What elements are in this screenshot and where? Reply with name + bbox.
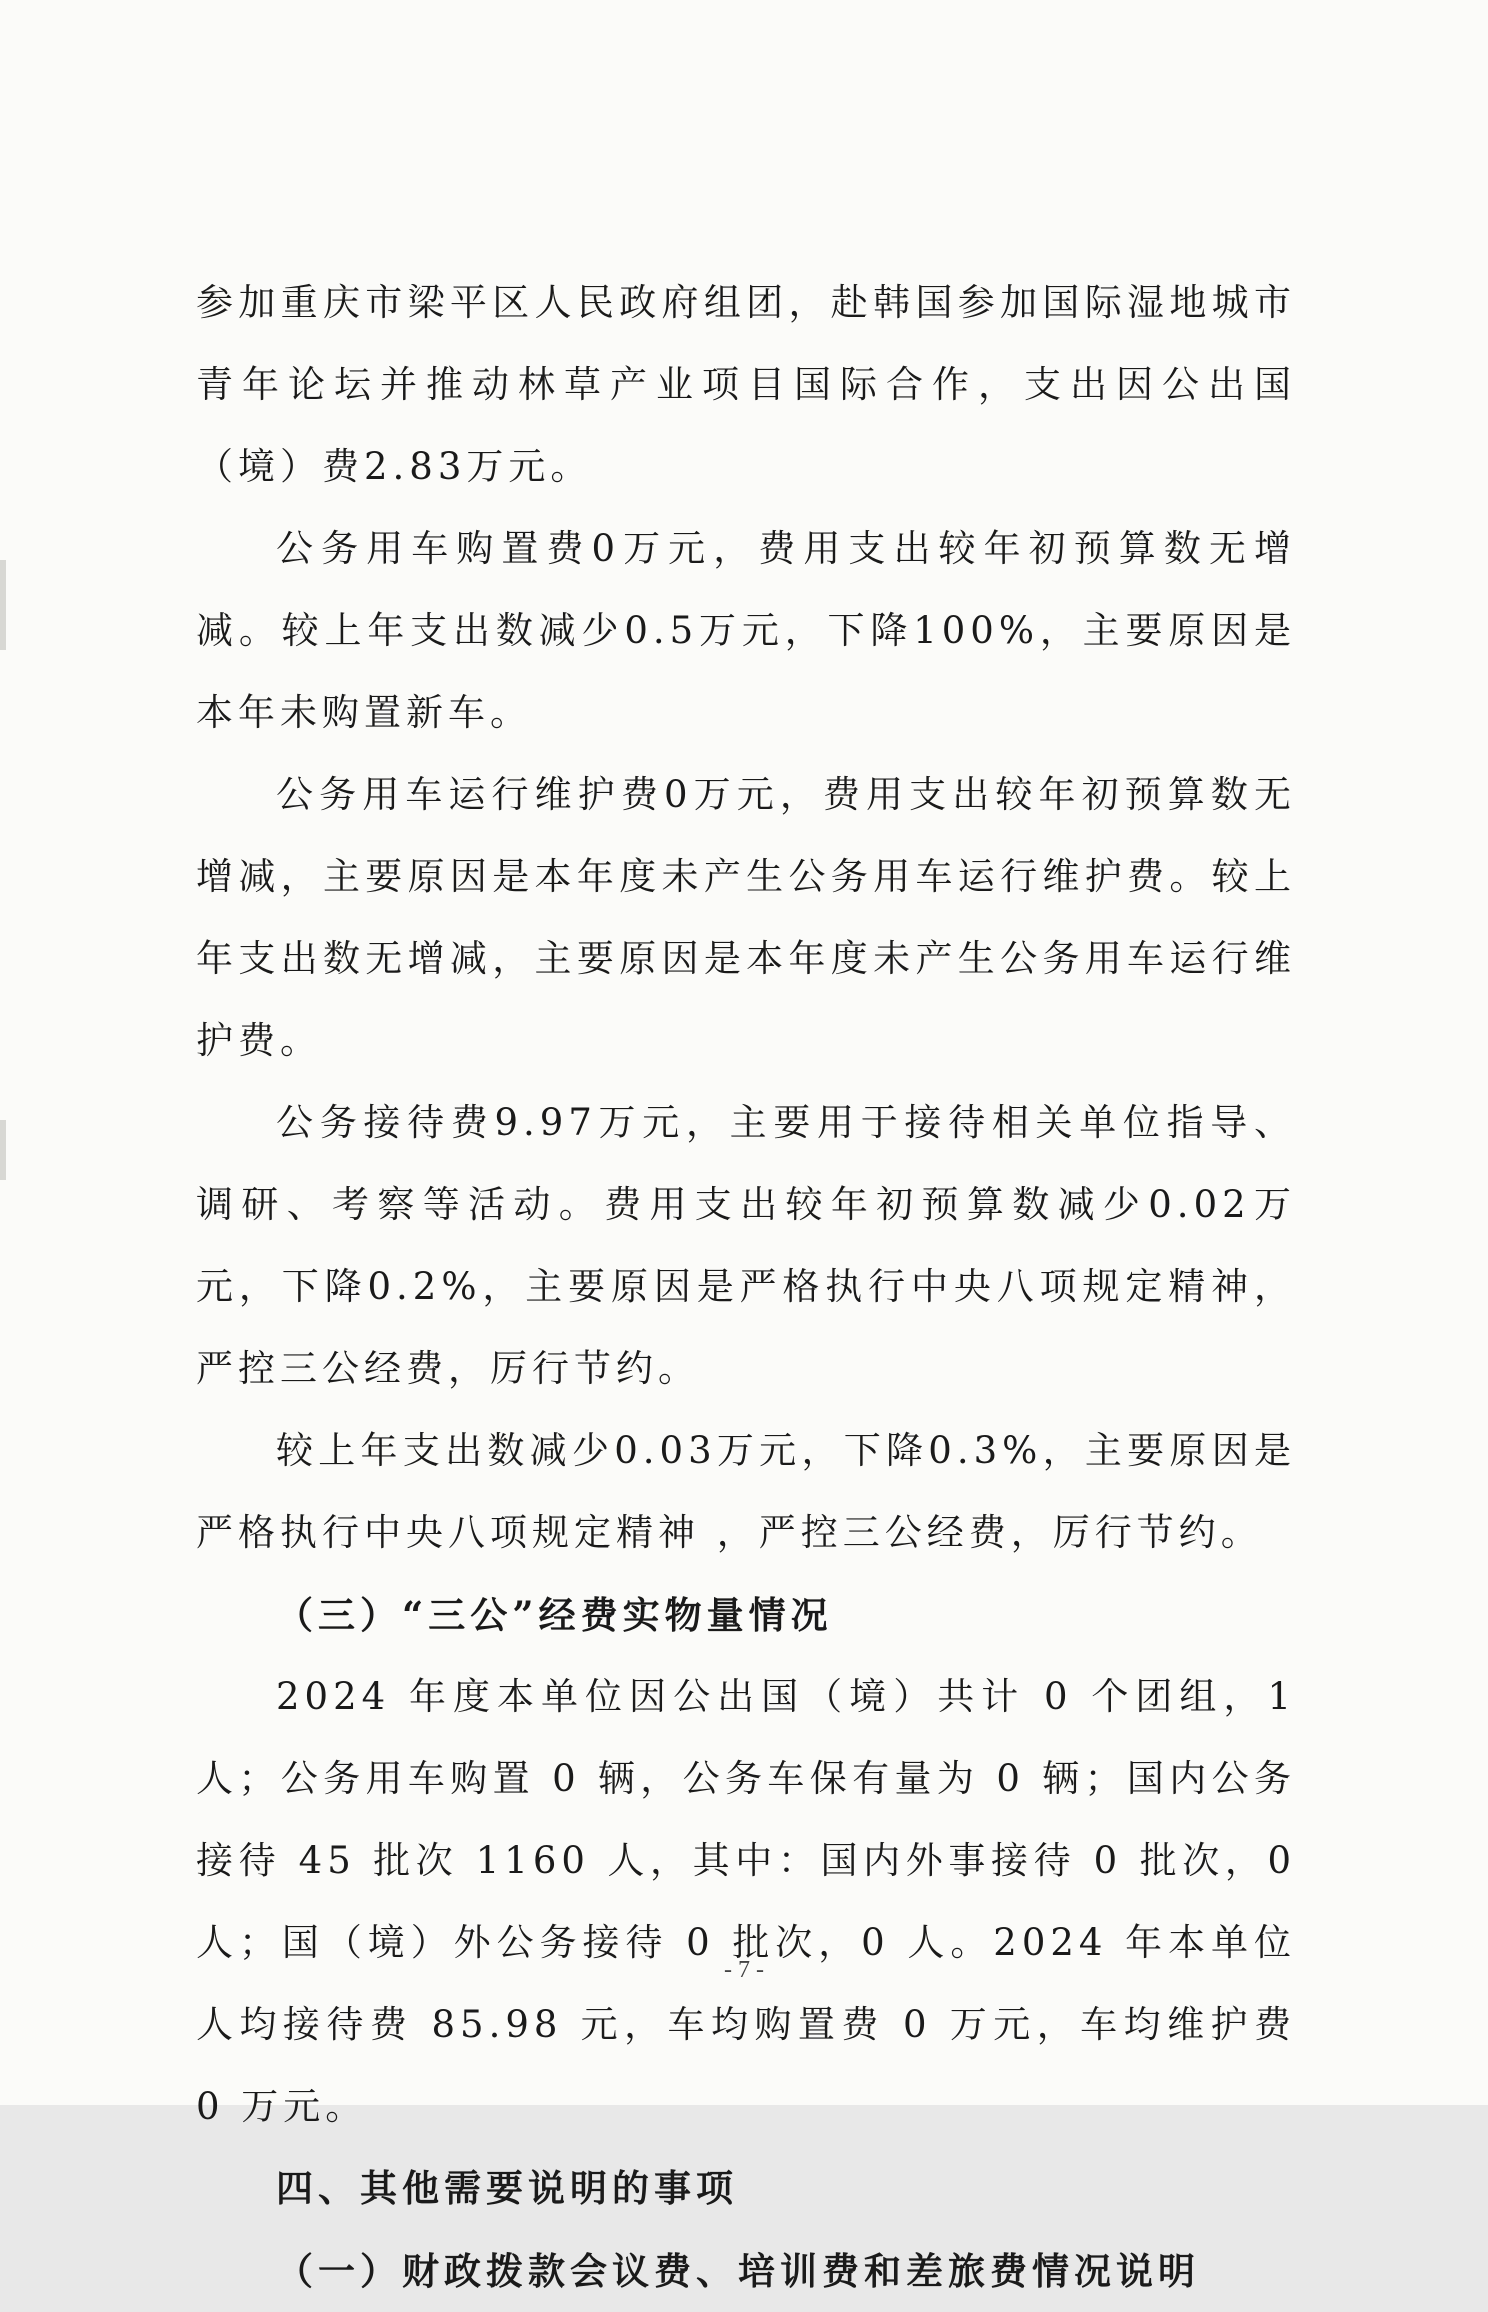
- subheading-physical-quantity: （三）“三公”经费实物量情况: [276, 1593, 833, 1637]
- paragraph-reception-comparison: 较上年支出数减少0.03万元，下降0.3%，主要原因是严格执行中央八项规定精神 ，严控三公经费，厉行节约。: [196, 1429, 1296, 1554]
- scan-edge-mark: [0, 560, 6, 650]
- paragraph-reception-fee: 公务接待费9.97万元，主要用于接待相关单位指导、调研、考察等活动。费用支出较年初预算数减少0.02万元，下降0.2%，主要原因是严格执行中央八项规定精神，严控三公经费，厉行节约。: [196, 1101, 1296, 1390]
- paragraph-travel-abroad: 参加重庆市梁平区人民政府组团，赴韩国参加国际湿地城市青年论坛并推动林草产业项目国际合作，支出因公出国（境）费2.83万元。: [196, 281, 1296, 488]
- subheading-meeting-training-travel: （一）财政拨款会议费、培训费和差旅费情况说明: [276, 2249, 1200, 2293]
- scan-edge-mark: [0, 1120, 6, 1180]
- paragraph-physical-quantity: 2024 年度本单位因公出国（境）共计 0 个团组，1 人；公务用车购置 0 辆，公务车保有量为 0 辆；国内公务接待 45 批次 1160 人，其中：国内外事接待 0 批次，0 人；国（境）外公务接待 0 批次，0 人。2024 年本单位人均接待费 85.98 元，车均购置费 0 万元，车均维护费 0 万元。: [196, 1675, 1296, 2128]
- page-number: - 7 -: [724, 1957, 764, 1983]
- paragraph-vehicle-maintenance: 公务用车运行维护费0万元，费用支出较年初预算数无增减，主要原因是本年度未产生公务用车运行维护费。较上年支出数无增减，主要原因是本年度未产生公务用车运行维护费。: [196, 773, 1296, 1062]
- paragraph-vehicle-purchase: 公务用车购置费0万元，费用支出较年初预算数无增减。较上年支出数减少0.5万元，下降100%，主要原因是本年未购置新车。: [196, 527, 1296, 734]
- document-body: [196, 262, 1296, 2312]
- section-heading-other-matters: 四、其他需要说明的事项: [276, 2167, 738, 2210]
